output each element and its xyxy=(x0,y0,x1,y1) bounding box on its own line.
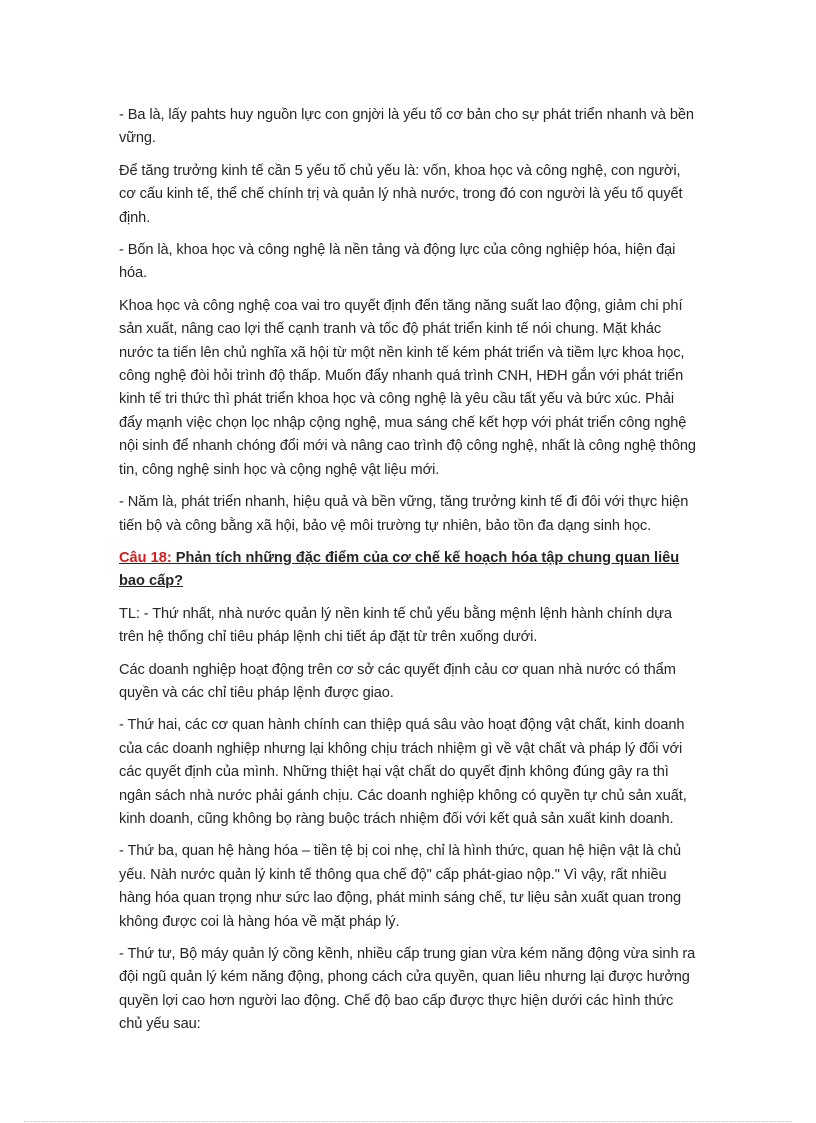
paragraph-five-factors: Để tăng trưởng kinh tế cần 5 yếu tố chủ yếu là: vốn, khoa học và công nghệ, con người, cơ cấu kinh tế, thể chế chính trị và quản lý nhà nước, trong đó con người là yếu tố quyết định. xyxy=(119,162,683,226)
document-body xyxy=(119,104,697,1046)
paragraph-science-technology: Khoa học và công nghệ coa vai tro quyết định đến tăng năng suất lao động, giảm chi phí sản xuất, nâng cao lợi thế cạnh tranh và tốc độ phát triển kinh tế nói chung. Mặt khác nước ta tiến lên chủ nghĩa xã hội từ một nền kinh tế kém phát triển và tiềm lực khoa học, công nghệ đòi hỏi trình độ thấp. Muốn đẩy nhanh quá trình CNH, HĐH gắn với phát triển kinh tế tri thức thì phát triển khoa học và công nghệ là yêu cầu tất yếu và bức xúc. Phải đẩy mạnh việc chọn lọc nhập cộng nghệ, mua sáng chế kết hợp với phát triển công nghệ nội sinh để nhanh chóng đổi mới và nâng cao trình độ công nghệ, nhất là công nghệ thông tin, công nghệ sinh học và cộng nghệ vật liệu mới. xyxy=(119,297,696,478)
paragraph-bon-la: - Bốn là, khoa học và công nghệ là nền tảng và động lực của công nghiệp hóa, hiện đại hóa. xyxy=(119,242,676,282)
paragraph-enterprises: Các doanh nghiệp hoạt động trên cơ sở các quyết định cảu cơ quan nhà nước có thẩm quyền và các chỉ tiêu pháp lệnh được giao. xyxy=(119,661,676,701)
question-number: Câu 18: xyxy=(119,549,172,566)
paragraph-ba-la: - Ba là, lấy pahts huy nguồn lực con gnjời là yếu tố cơ bản cho sự phát triển nhanh và bền vững. xyxy=(119,107,694,147)
paragraph-thu-hai: - Thứ hai, các cơ quan hành chính can thiệp quá sâu vào hoạt động vật chất, kinh doanh của các doanh nghiệp nhưng lại không chịu trách nhiệm gì về vật chất và pháp lý đối với các quyết định của mình. Những thiệt hại vật chất do quyết định không đúng gây ra thì ngân sách nhà nước phải gánh chịu. Các doanh nghiệp không có quyền tự chủ sản xuất, kinh doanh, cũng không bọ ràng buộc trách nhiệm đối với kết quả sản xuất kinh doanh. xyxy=(119,717,687,827)
paragraph-nam-la: - Năm là, phát triển nhanh, hiệu quả và bền vững, tăng trưởng kinh tế đi đôi với thực hiện tiến bộ và công bằng xã hội, bảo vệ môi trường tự nhiên, bảo tồn đa dạng sinh học. xyxy=(119,494,689,534)
question-text: Phản tích những đặc điểm của cơ chế kế hoạch hóa tập chung quan liêu bao cấp? xyxy=(119,549,680,590)
paragraph-thu-nhat: TL: - Thứ nhất, nhà nước quản lý nền kinh tế chủ yếu bằng mệnh lệnh hành chính dựa trên hệ thống chỉ tiêu pháp lệnh chi tiết áp đặt từ trên xuống dưới. xyxy=(119,605,672,646)
paragraph-thu-tu: - Thứ tư, Bộ máy quản lý cồng kềnh, nhiều cấp trung gian vừa kém năng động vừa sinh ra đội ngũ quản lý kém năng động, phong cách cửa quyền, quan liêu nhưng lại được hưởng quyền lợi cao hơn người lao động. Chế độ bao cấp được thực hiện dưới các hình thức chủ yếu sau: xyxy=(119,946,696,1033)
paragraph-thu-ba: - Thứ ba, quan hệ hàng hóa – tiền tệ bị coi nhẹ, chỉ là hình thức, quan hệ hiện vật là chủ yếu. Nàh nước quản lý kinh tế thông qua chế độ" cấp phát-giao nộp." Vì vậy, rất nhiều hàng hóa quan trọng như sức lao động, phát minh sáng chế, tư liệu sản xuất quan trong không được coi là hàng hóa về mặt pháp lý. xyxy=(119,843,681,930)
question-heading xyxy=(119,547,697,594)
page-bottom-divider xyxy=(24,1121,792,1122)
